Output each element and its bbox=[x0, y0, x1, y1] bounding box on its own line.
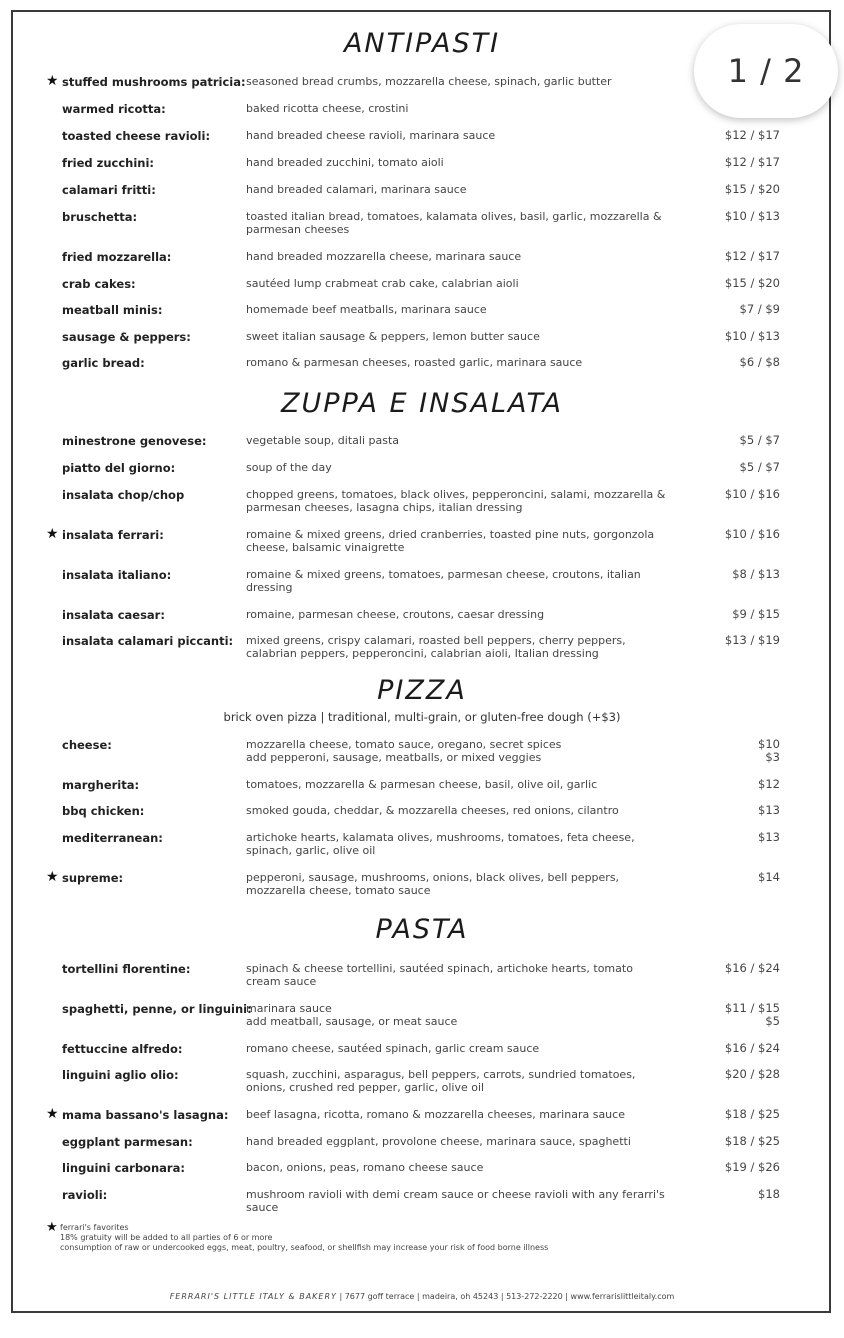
item-price-text: $11 / $15 bbox=[724, 1001, 780, 1015]
item-addon-text: add pepperoni, sausage, meatballs, or mixed veggies bbox=[246, 751, 542, 764]
item-price-text: $19 / $26 bbox=[724, 1160, 780, 1174]
item-description-text: marinara sauce bbox=[246, 1002, 332, 1015]
item-description bbox=[246, 962, 666, 988]
item-description-text: mozzarella cheese, tomato sauce, oregano, secret spices bbox=[246, 738, 562, 751]
item-price-text: $9 / $15 bbox=[732, 607, 780, 621]
item-name: fried mozzarella: bbox=[62, 250, 172, 264]
item-description bbox=[246, 1135, 666, 1148]
item-description bbox=[246, 330, 666, 343]
favorite-star-icon: ★ bbox=[46, 526, 59, 542]
item-description-text: seasoned bread crumbs, mozzarella cheese, spinach, garlic butter bbox=[246, 75, 612, 88]
item-name: bbq chicken: bbox=[62, 804, 145, 818]
item-description bbox=[246, 102, 666, 115]
item-description bbox=[246, 434, 666, 447]
item-price-text: $20 / $28 bbox=[724, 1067, 780, 1081]
section-title-pasta: PASTA bbox=[375, 914, 469, 945]
favorite-star-icon: ★ bbox=[46, 869, 59, 885]
item-description bbox=[246, 488, 666, 514]
item-price bbox=[725, 1108, 780, 1121]
item-description-text: romano cheese, sautéed spinach, garlic cream sauce bbox=[246, 1042, 540, 1055]
item-description-text: tomatoes, mozzarella & parmesan cheese, basil, olive oil, garlic bbox=[246, 778, 598, 791]
section-title-pizza: PIZZA bbox=[377, 675, 467, 706]
item-name: tortellini florentine: bbox=[62, 962, 191, 976]
item-price-text: $15 / $20 bbox=[724, 182, 780, 196]
item-description bbox=[246, 634, 666, 660]
item-name: calamari fritti: bbox=[62, 183, 156, 197]
item-description bbox=[246, 75, 666, 88]
item-price bbox=[758, 804, 780, 817]
item-description bbox=[246, 250, 666, 263]
item-description bbox=[246, 1042, 666, 1055]
item-description bbox=[246, 210, 666, 236]
favorite-star-icon: ★ bbox=[46, 1106, 59, 1122]
item-price-text: $18 / $25 bbox=[724, 1134, 780, 1148]
item-price-text: $12 / $17 bbox=[724, 155, 780, 169]
item-description-text: pepperoni, sausage, mushrooms, onions, black olives, bell peppers, mozzarella cheese, tomato sauce bbox=[246, 871, 620, 897]
item-description-text: artichoke hearts, kalamata olives, mushrooms, tomatoes, feta cheese, spinach, garlic, olive oil bbox=[246, 831, 635, 857]
item-price bbox=[725, 1161, 780, 1174]
item-description-text: romaine, parmesan cheese, croutons, caesar dressing bbox=[246, 608, 545, 621]
item-name: eggplant parmesan: bbox=[62, 1135, 193, 1149]
item-name: bruschetta: bbox=[62, 210, 138, 224]
footnote-favorites: ferrari's favorites bbox=[60, 1223, 129, 1232]
item-name: insalata italiano: bbox=[62, 568, 172, 582]
footer-brand: FERRARI'S LITTLE ITALY & BAKERY bbox=[169, 1292, 337, 1301]
item-description-text: squash, zucchini, asparagus, bell peppers, carrots, sundried tomatoes, onions, crushed red pepper, garlic, olive oil bbox=[246, 1068, 636, 1094]
item-description bbox=[246, 356, 666, 369]
item-price bbox=[725, 488, 780, 501]
item-price bbox=[725, 1002, 780, 1028]
item-description-text: smoked gouda, cheddar, & mozzarella cheeses, red onions, cilantro bbox=[246, 804, 619, 817]
item-price-text: $6 / $8 bbox=[739, 355, 780, 369]
item-name: meatball minis: bbox=[62, 303, 163, 317]
item-description bbox=[246, 568, 666, 594]
item-price bbox=[732, 568, 780, 581]
item-name: margherita: bbox=[62, 778, 140, 792]
item-price bbox=[758, 738, 780, 764]
section-title-antipasti: ANTIPASTI bbox=[343, 28, 501, 59]
item-price-text: $10 / $16 bbox=[724, 487, 780, 501]
item-price bbox=[725, 634, 780, 647]
item-description bbox=[246, 303, 666, 316]
item-price bbox=[725, 277, 780, 290]
item-price bbox=[758, 778, 780, 791]
item-description bbox=[246, 804, 666, 817]
item-description bbox=[246, 871, 666, 897]
item-addon-text: add meatball, sausage, or meat sauce bbox=[246, 1015, 458, 1028]
item-price bbox=[725, 528, 780, 541]
item-price-text: $10 bbox=[758, 737, 780, 751]
item-description-text: romaine & mixed greens, tomatoes, parmesan cheese, croutons, italian dressing bbox=[246, 568, 641, 594]
item-price-text: $13 / $19 bbox=[724, 633, 780, 647]
item-price bbox=[740, 303, 780, 316]
item-price bbox=[725, 129, 780, 142]
item-price bbox=[740, 356, 780, 369]
item-price-text: $10 / $13 bbox=[724, 329, 780, 343]
item-description-text: hand breaded mozzarella cheese, marinara sauce bbox=[246, 250, 522, 263]
item-description bbox=[246, 156, 666, 169]
item-price bbox=[725, 962, 780, 975]
item-name: mama bassano's lasagna: bbox=[62, 1108, 229, 1122]
item-name: fettuccine alfredo: bbox=[62, 1042, 183, 1056]
item-name: linguini carbonara: bbox=[62, 1161, 185, 1175]
item-description bbox=[246, 528, 666, 554]
item-description-text: vegetable soup, ditali pasta bbox=[246, 434, 400, 447]
item-description-text: hand breaded calamari, marinara sauce bbox=[246, 183, 467, 196]
item-price bbox=[725, 210, 780, 223]
item-price bbox=[758, 1188, 780, 1201]
item-name: insalata ferrari: bbox=[62, 528, 164, 542]
item-description bbox=[246, 831, 666, 857]
item-description-text: toasted italian bread, tomatoes, kalamata olives, basil, garlic, mozzarella & parmesan cheeses bbox=[246, 210, 662, 236]
item-description-text: romaine & mixed greens, dried cranberries, toasted pine nuts, gorgonzola cheese, balsamic vinaigrette bbox=[246, 528, 655, 554]
item-description-text: romano & parmesan cheeses, roasted garlic, marinara sauce bbox=[246, 356, 583, 369]
footer bbox=[0, 1292, 844, 1301]
item-name: stuffed mushrooms patricia: bbox=[62, 75, 246, 89]
item-name: ravioli: bbox=[62, 1188, 108, 1202]
item-price-text: $5 / $7 bbox=[739, 433, 780, 447]
footnote-warning: consumption of raw or undercooked eggs, meat, poultry, seafood, or shellfish may increase your risk of food borne illness bbox=[60, 1243, 549, 1252]
item-price-text: $18 / $25 bbox=[724, 1107, 780, 1121]
item-description bbox=[246, 778, 666, 791]
item-name: cheese: bbox=[62, 738, 112, 752]
item-name: garlic bread: bbox=[62, 356, 145, 370]
item-description-text: hand breaded cheese ravioli, marinara sauce bbox=[246, 129, 496, 142]
item-description-text: bacon, onions, peas, romano cheese sauce bbox=[246, 1161, 484, 1174]
item-description bbox=[246, 461, 666, 474]
item-price-text: $10 / $13 bbox=[724, 209, 780, 223]
item-price-text: $15 / $20 bbox=[724, 276, 780, 290]
item-description bbox=[246, 1068, 666, 1094]
item-description-text: spinach & cheese tortellini, sautéed spinach, artichoke hearts, tomato cream sauce bbox=[246, 962, 633, 988]
item-description bbox=[246, 277, 666, 290]
item-price bbox=[740, 434, 780, 447]
item-name: crab cakes: bbox=[62, 277, 136, 291]
item-name: supreme: bbox=[62, 871, 124, 885]
item-description bbox=[246, 738, 666, 764]
item-price-text: $13 bbox=[758, 830, 780, 844]
item-description-text: sautéed lump crabmeat crab cake, calabrian aioli bbox=[246, 277, 519, 290]
favorite-star-icon: ★ bbox=[46, 73, 59, 89]
item-price bbox=[725, 1068, 780, 1081]
item-name: insalata caesar: bbox=[62, 608, 165, 622]
item-description-text: beef lasagna, ricotta, romano & mozzarella cheeses, marinara sauce bbox=[246, 1108, 625, 1121]
footnote-gratuity: 18% gratuity will be added to all parties of 6 or more bbox=[60, 1233, 273, 1242]
item-price-text: $12 / $17 bbox=[724, 128, 780, 142]
item-description bbox=[246, 1002, 666, 1028]
item-price-text: $10 / $16 bbox=[724, 527, 780, 541]
section-subtitle-pizza: brick oven pizza | traditional, multi-grain, or gluten-free dough (+$3) bbox=[223, 710, 621, 724]
item-addon-price: $3 bbox=[765, 750, 780, 764]
item-price-text: $5 / $7 bbox=[739, 460, 780, 474]
item-name: linguini aglio olio: bbox=[62, 1068, 179, 1082]
item-description-text: chopped greens, tomatoes, black olives, pepperoncini, salami, mozzarella & parmesan cheeses, lasagna chips, italian dressing bbox=[246, 488, 666, 514]
item-price-text: $16 / $24 bbox=[724, 1041, 780, 1055]
item-name: fried zucchini: bbox=[62, 156, 155, 170]
item-description bbox=[246, 183, 666, 196]
item-description-text: hand breaded eggplant, provolone cheese, marinara sauce, spaghetti bbox=[246, 1135, 631, 1148]
item-price-text: $18 bbox=[758, 1187, 780, 1201]
item-description-text: mushroom ravioli with demi cream sauce or cheese ravioli with any ferarri's sauce bbox=[246, 1188, 665, 1214]
item-description-text: hand breaded zucchini, tomato aioli bbox=[246, 156, 444, 169]
item-name: mediterranean: bbox=[62, 831, 163, 845]
item-description-text: soup of the day bbox=[246, 461, 332, 474]
page-indicator: 1 / 2 bbox=[694, 24, 838, 118]
item-name: insalata chop/chop bbox=[62, 488, 185, 502]
item-description bbox=[246, 1188, 666, 1214]
item-name: minestrone genovese: bbox=[62, 434, 207, 448]
item-price bbox=[758, 831, 780, 844]
item-price bbox=[758, 871, 780, 884]
item-price-text: $7 / $9 bbox=[739, 302, 780, 316]
item-description-text: homemade beef meatballs, marinara sauce bbox=[246, 303, 487, 316]
item-price bbox=[740, 461, 780, 474]
item-price bbox=[725, 330, 780, 343]
item-name: piatto del giorno: bbox=[62, 461, 176, 475]
item-price bbox=[725, 1042, 780, 1055]
item-addon-price: $5 bbox=[765, 1014, 780, 1028]
item-price bbox=[732, 608, 780, 621]
item-description bbox=[246, 1108, 666, 1121]
item-name: spaghetti, penne, or linguini: bbox=[62, 1002, 252, 1016]
item-name: warmed ricotta: bbox=[62, 102, 166, 116]
item-name: toasted cheese ravioli: bbox=[62, 129, 211, 143]
item-description-text: mixed greens, crispy calamari, roasted bell peppers, cherry peppers, calabrian peppers, pepperoncini, calabrian aioli, Italian dressing bbox=[246, 634, 626, 660]
item-name: insalata calamari piccanti: bbox=[62, 634, 234, 648]
item-price bbox=[725, 156, 780, 169]
item-description-text: sweet italian sausage & peppers, lemon butter sauce bbox=[246, 330, 540, 343]
item-price bbox=[725, 1135, 780, 1148]
item-price-text: $8 / $13 bbox=[732, 567, 780, 581]
item-price bbox=[725, 250, 780, 263]
footer-details: | 7677 goff terrace | madeira, oh 45243 | 513-272-2220 | www.ferrarislittleitaly.com bbox=[336, 1292, 675, 1301]
item-price-text: $16 / $24 bbox=[724, 961, 780, 975]
item-description bbox=[246, 129, 666, 142]
item-price-text: $14 bbox=[758, 870, 780, 884]
item-price-text: $12 / $17 bbox=[724, 249, 780, 263]
item-description bbox=[246, 608, 666, 621]
item-price-text: $12 bbox=[758, 777, 780, 791]
item-price bbox=[725, 183, 780, 196]
item-description bbox=[246, 1161, 666, 1174]
item-description-text: baked ricotta cheese, crostini bbox=[246, 102, 409, 115]
section-title-zuppa: ZUPPA E INSALATA bbox=[281, 388, 563, 419]
favorite-star-icon: ★ bbox=[46, 1220, 58, 1235]
item-price-text: $13 bbox=[758, 803, 780, 817]
item-name: sausage & peppers: bbox=[62, 330, 191, 344]
